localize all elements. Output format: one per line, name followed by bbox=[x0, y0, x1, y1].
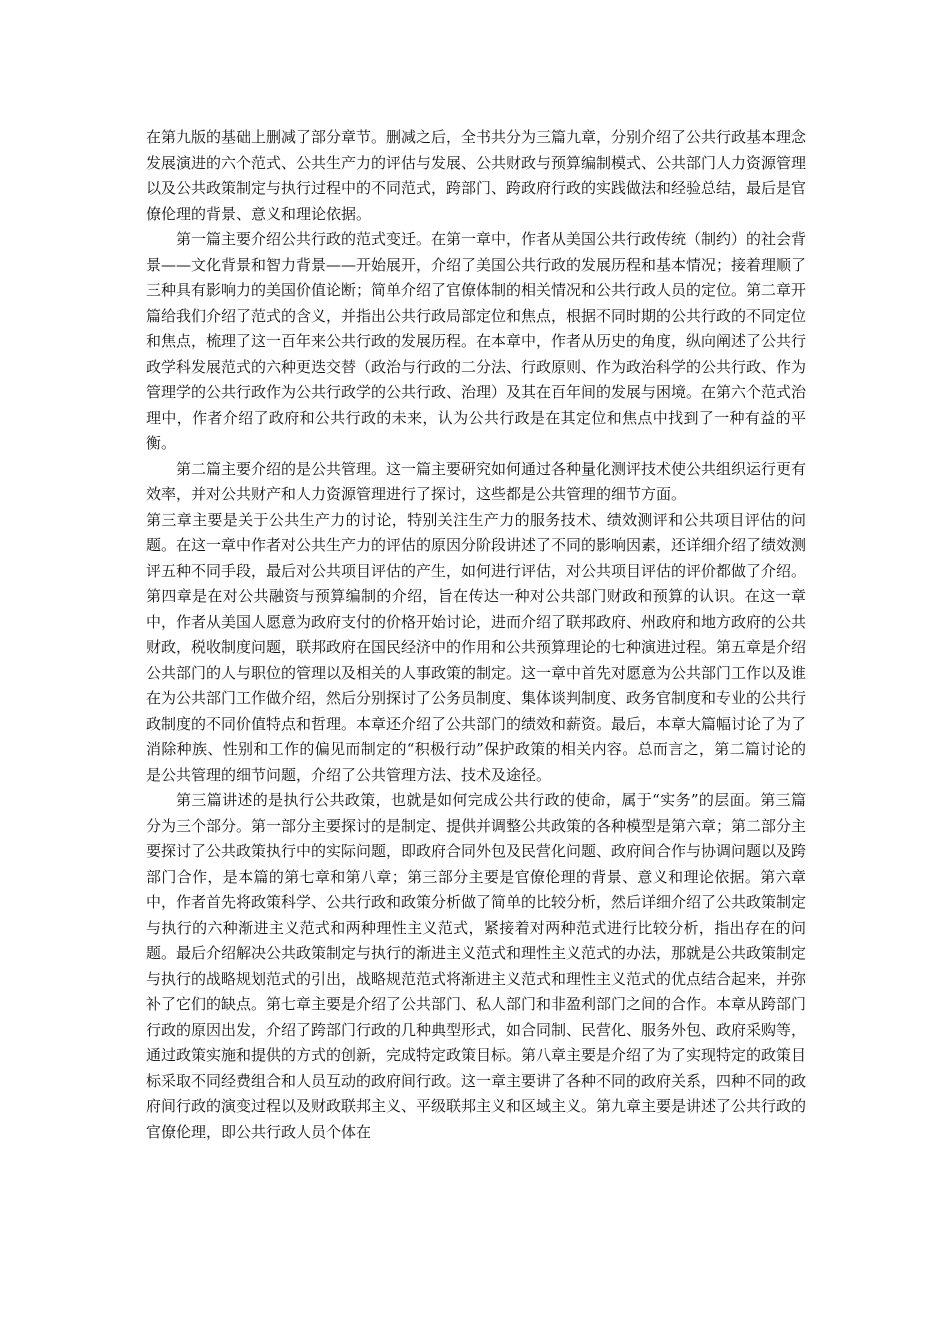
paragraph-part-three: 第三篇讲述的是执行公共政策，也就是如何完成公共行政的使命，属于“实务”的层面。第三篇分为三个部分。第一部分主要探讨的是制定、提供并调整公共政策的各种模型是第六章；第二部分主要探讨了公共政策执行中的实际问题，即政府合同外包及民营化问题、政府间合作与协调问题以及跨部门合作，是本篇的第七章和第八章；第三部分主要是官僚伦理的背景、意义和理论依据。第六章中，作者首先将政策科学、公共行政和政策分析做了简单的比较分析，然后详细介绍了公共政策制定与执行的六种渐进主义范式和两种理性主义范式，紧接着对两种范式进行比较分析，指出存在的问题。最后介绍解决公共政策制定与执行的渐进主义范式和理性主义范式的办法，那就是公共政策制定与执行的战略规划范式的引出，战略规范范式将渐进主义范式和理性主义范式的优点结合起来，并弥补了它们的缺点。第七章主要是介绍了公共部门、私人部门和非盈利部门之间的合作。本章从跨部门行政的原因出发，介绍了跨部门行政的几种典型形式，如合同制、民营化、服务外包、政府采购等，通过政策实施和提供的方式的创新，完成特定政策目标。第八章主要是介绍了为了实现特定的政策目标采取不同经费组合和人员互动的政府间行政。这一章主要讲了各种不同的政府关系，四种不同的政府间行政的演变过程以及财政联邦主义、平级联邦主义和区域主义。第九章主要是讲述了公共行政的官僚伦理，即公共行政人员个体在 bbox=[146, 791, 807, 1141]
paragraph-chapters-three-to-five: 第三章主要是关于公共生产力的讨论，特别关注生产力的服务技术、绩效测评和公共项目评估的问题。在这一章中作者对公共生产力的评估的原因分阶段讲述了不同的影响因素，还详细介绍了绩效测评五种不同手段，最后对公共项目评估的产生，如何进行评估，对公共项目评估的评价都做了介绍。第四章是在对公共融资与预算编制的介绍，旨在传达一种对公共部门财政和预算的认识。在这一章中，作者从美国人愿意为政府支付的价格开始讨论，进而介绍了联邦政府、州政府和地方政府的公共财政，税收制度问题，联邦政府在国民经济中的作用和公共预算理论的七种演进过程。第五章是介绍公共部门的人与职位的管理以及相关的人事政策的制定。这一章中首先对愿意为公共部门工作以及谁在为公共部门工作做介绍，然后分别探讨了公务员制度、集体谈判制度、政务官制度和专业的公共行政制度的不同价值特点和哲理。本章还介绍了公共部门的绩效和薪资。最后，本章大篇幅讨论了为了消除种族、性别和工作的偏见而制定的“积极行动”保护政策的相关内容。总而言之，第二篇讨论的是公共管理的细节问题，介绍了公共管理方法、技术及途径。 bbox=[146, 510, 807, 784]
document-body bbox=[146, 125, 806, 1145]
paragraph-part-two: 第二篇主要介绍的是公共管理。这一篇主要研究如何通过各种量化测评技术使公共组织运行更有效率，并对公共财产和人力资源管理进行了探讨，这些都是公共管理的细节方面。 bbox=[146, 459, 807, 503]
paragraph-part-one: 第一篇主要介绍公共行政的范式变迁。在第一章中，作者从美国公共行政传统（制约）的社会背景——文化背景和智力背景——开始展开，介绍了美国公共行政的发展历程和基本情况；接着理顺了三种具有影响力的美国价值论断；简单介绍了官僚体制的相关情况和公共行政人员的定位。第二章开篇给我们介绍了范式的含义，并指出公共行政局部定位和焦点，根据不同时期的公共行政的不同定位和焦点，梳理了这一百年来公共行政的发展历程。在本章中，作者从历史的角度，纵向阐述了公共行政学科发展范式的六种更迭交替（政治与行政的二分法、行政原则、作为政治科学的公共行政、作为管理学的公共行政作为公共行政学的公共行政、治理）及其在百年间的发展与困境。在第六个范式治理中，作者介绍了政府和公共行政的未来，认为公共行政是在其定位和焦点中找到了一种有益的平衡。 bbox=[146, 230, 807, 452]
paragraph-intro-continued: 在第九版的基础上删减了部分章节。删减之后，全书共分为三篇九章，分别介绍了公共行政基本理念发展演进的六个范式、公共生产力的评估与发展、公共财政与预算编制模式、公共部门人力资源管理以及公共政策制定与执行过程中的不同范式，跨部门、跨政府行政的实践做法和经验总结，最后是官僚伦理的背景、意义和理论依据。 bbox=[146, 128, 807, 223]
